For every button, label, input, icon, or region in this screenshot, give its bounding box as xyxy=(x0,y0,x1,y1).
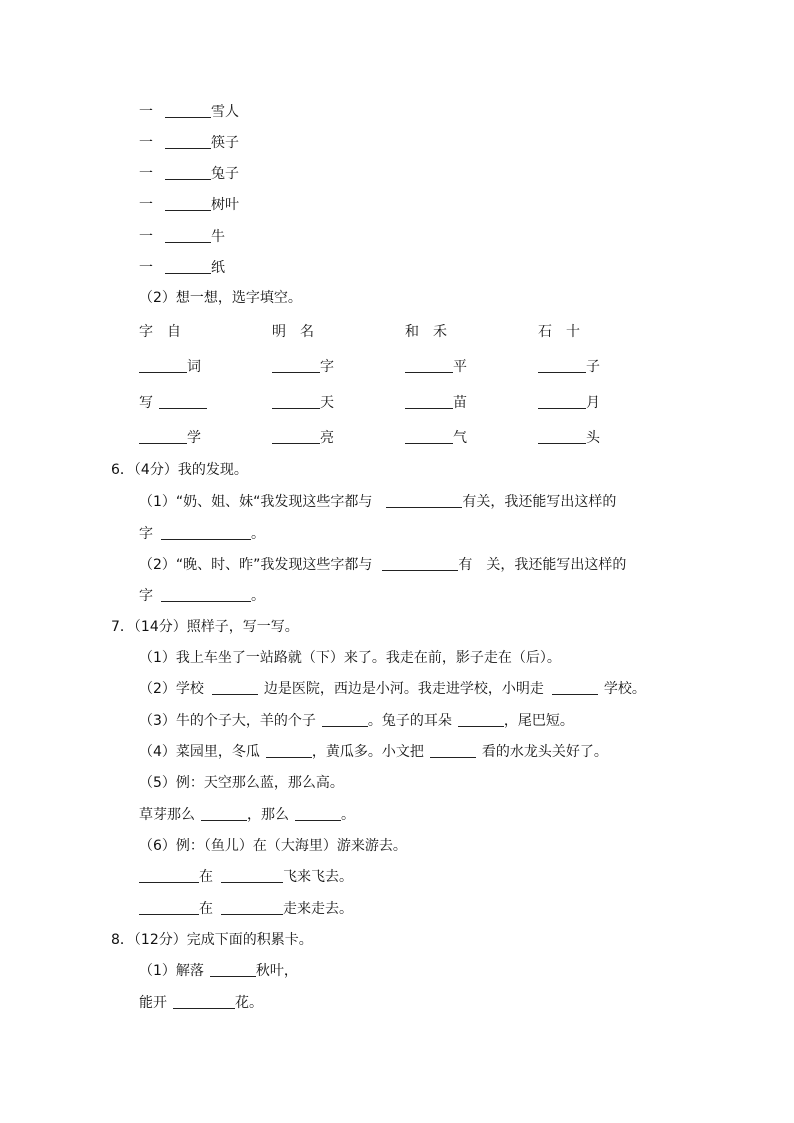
answer-blank[interactable] xyxy=(139,428,187,444)
fill-word: 苗 xyxy=(453,395,467,411)
q6-period: 。 xyxy=(251,526,265,542)
measure-noun: 树叶 xyxy=(211,197,239,213)
answer-blank[interactable] xyxy=(405,428,453,444)
q6-title: 6．（4分）我的发现。 xyxy=(111,462,248,478)
answer-blank[interactable] xyxy=(173,993,235,1009)
answer-blank[interactable] xyxy=(272,393,320,409)
fill-word: 子 xyxy=(586,359,600,375)
q7-text: ，尾巴短。 xyxy=(503,713,574,729)
q8-text: 花。 xyxy=(235,995,263,1011)
measure-prefix: 一 xyxy=(139,229,153,245)
q7-text: 边是医院，西边是小河。我走进学校，小明走 xyxy=(263,681,544,697)
measure-prefix: 一 xyxy=(139,260,153,276)
q7-text: 草芽那么 xyxy=(139,807,195,823)
measure-line-1 xyxy=(139,102,239,122)
answer-blank[interactable] xyxy=(266,742,312,758)
answer-blank[interactable] xyxy=(159,393,207,409)
measure-line-2 xyxy=(139,133,239,153)
q7-text: 。 xyxy=(341,807,355,823)
q6-s1-text2: 有关，我还能写出这样的 xyxy=(462,494,617,510)
q7-l4 xyxy=(139,742,608,762)
measure-noun: 兔子 xyxy=(211,166,239,182)
answer-blank[interactable] xyxy=(201,805,247,821)
fill-word: 学 xyxy=(187,430,201,446)
measure-line-4 xyxy=(139,195,239,215)
fill-word: 亮 xyxy=(320,430,334,446)
fill-word: 词 xyxy=(187,359,201,375)
answer-blank[interactable] xyxy=(382,555,458,571)
q6-s2-text2: 有 关，我还能写出这样的 xyxy=(458,557,627,573)
fill-word: 平 xyxy=(453,359,467,375)
measure-line-5 xyxy=(139,227,225,247)
q6-s2-text3: 字 xyxy=(139,588,153,604)
answer-blank[interactable] xyxy=(221,867,283,883)
fill-word: 字 xyxy=(320,359,334,375)
measure-noun: 牛 xyxy=(211,229,225,245)
answer-blank[interactable] xyxy=(272,357,320,373)
measure-prefix: 一 xyxy=(139,104,153,120)
q7-text: 。兔子的耳朵 xyxy=(367,713,452,729)
q6-s1-text3: 字 xyxy=(139,526,153,542)
answer-blank[interactable] xyxy=(538,393,586,409)
answer-blank[interactable] xyxy=(161,524,251,540)
q7-text: 在 xyxy=(199,901,213,917)
q7-l5b xyxy=(139,805,355,825)
measure-noun: 筷子 xyxy=(211,135,239,151)
answer-blank[interactable] xyxy=(272,428,320,444)
q7-text: （2）学校 xyxy=(139,681,204,697)
q6-period: 。 xyxy=(251,588,265,604)
fill-item xyxy=(405,357,467,377)
answer-blank[interactable] xyxy=(322,711,368,727)
q8-l1 xyxy=(139,961,298,981)
q7-l6b xyxy=(139,867,353,887)
answer-blank[interactable] xyxy=(139,899,199,915)
q7-l5: （5）例：天空那么蓝，那么高。 xyxy=(139,775,344,791)
q7-text: 看的水龙头关好了。 xyxy=(481,744,608,760)
fill-word: 气 xyxy=(453,430,467,446)
q6-s1-text: （1）“奶、姐、妹“我发现这些字都与 xyxy=(139,494,373,510)
q7-text: 学校。 xyxy=(603,681,646,697)
answer-blank[interactable] xyxy=(538,357,586,373)
measure-line-6 xyxy=(139,258,225,278)
q8-title: 8．（12分）完成下面的积累卡。 xyxy=(111,932,313,948)
q7-l1: （1）我上车坐了一站路就（下）来了。我走在前，影子走在（后）。 xyxy=(139,650,561,666)
q7-text: ，黄瓜多。小文把 xyxy=(311,744,424,760)
answer-blank[interactable] xyxy=(405,393,453,409)
fill-item xyxy=(272,393,334,413)
answer-blank[interactable] xyxy=(538,428,586,444)
fill-word: 写 xyxy=(139,395,153,411)
group-header-1: 字 自 xyxy=(139,324,181,340)
fill-word: 月 xyxy=(586,395,600,411)
fill-word: 头 xyxy=(586,430,600,446)
answer-blank[interactable] xyxy=(165,258,211,274)
q7-text: 走来走去。 xyxy=(283,901,353,917)
fill-item xyxy=(405,428,467,448)
q6-s2-cont xyxy=(139,586,265,606)
answer-blank[interactable] xyxy=(165,102,211,118)
q7-title: 7．（14分）照样子，写一写。 xyxy=(111,619,299,635)
group-header-4: 石 十 xyxy=(538,324,580,340)
group-header-2: 明 名 xyxy=(272,324,314,340)
q6-s2 xyxy=(139,555,626,575)
answer-blank[interactable] xyxy=(430,742,476,758)
q7-l3 xyxy=(139,711,574,731)
fill-item xyxy=(538,393,600,413)
fill-item xyxy=(139,357,201,377)
q7-text: （4）菜园里，冬瓜 xyxy=(139,744,260,760)
answer-blank[interactable] xyxy=(295,805,341,821)
fill-item xyxy=(272,357,334,377)
q8-text: 秋叶， xyxy=(255,963,298,979)
fill-item xyxy=(405,393,467,413)
q8-text: 能开 xyxy=(139,995,167,1011)
answer-blank[interactable] xyxy=(210,961,256,977)
q6-s1 xyxy=(139,492,616,512)
answer-blank[interactable] xyxy=(386,492,462,508)
q7-text: 飞来飞去。 xyxy=(283,869,353,885)
q8-l2 xyxy=(139,993,263,1013)
part2-prompt: （2）想一想，选字填空。 xyxy=(139,290,302,306)
q7-text: ，那么 xyxy=(247,807,289,823)
answer-blank[interactable] xyxy=(161,586,251,602)
fill-word: 天 xyxy=(320,395,334,411)
answer-blank[interactable] xyxy=(458,711,504,727)
answer-blank[interactable] xyxy=(165,164,211,180)
measure-noun: 纸 xyxy=(211,260,225,276)
fill-item xyxy=(139,428,201,448)
answer-blank[interactable] xyxy=(139,867,199,883)
measure-prefix: 一 xyxy=(139,135,153,151)
fill-item xyxy=(538,428,600,448)
q6-s2-text: （2）“晚、时、昨”我发现这些字都与 xyxy=(139,557,373,573)
answer-blank[interactable] xyxy=(552,679,598,695)
q7-text: 在 xyxy=(199,869,213,885)
group-header-3: 和 禾 xyxy=(405,324,447,340)
fill-item xyxy=(272,428,334,448)
answer-blank[interactable] xyxy=(405,357,453,373)
answer-blank[interactable] xyxy=(139,357,187,373)
fill-item xyxy=(538,357,600,377)
q7-l6: （6）例：（鱼儿）在（大海里）游来游去。 xyxy=(139,838,407,854)
answer-blank[interactable] xyxy=(165,195,211,211)
q6-s1-cont xyxy=(139,524,265,544)
q7-text: （3）牛的个子大，羊的个子 xyxy=(139,713,316,729)
q8-text: （1）解落 xyxy=(139,963,204,979)
answer-blank[interactable] xyxy=(165,227,211,243)
answer-blank[interactable] xyxy=(165,133,211,149)
q7-l6c xyxy=(139,899,353,919)
answer-blank[interactable] xyxy=(212,679,258,695)
measure-line-3 xyxy=(139,164,239,184)
measure-noun: 雪人 xyxy=(211,104,239,120)
measure-prefix: 一 xyxy=(139,197,153,213)
answer-blank[interactable] xyxy=(221,899,283,915)
q7-l2 xyxy=(139,679,646,699)
fill-item xyxy=(139,393,207,413)
measure-prefix: 一 xyxy=(139,166,153,182)
